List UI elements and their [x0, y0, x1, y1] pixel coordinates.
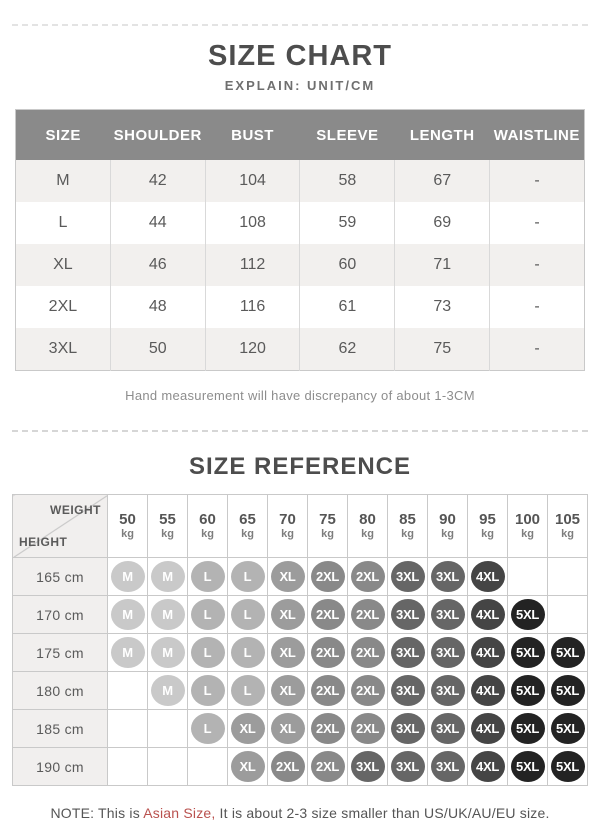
size-badge: 2XL	[311, 751, 345, 782]
weight-value: 70	[279, 511, 296, 528]
size-chart-cell: 62	[300, 328, 395, 371]
matrix-cell	[148, 634, 188, 672]
size-chart-cell: 104	[205, 160, 300, 202]
size-badge: XL	[271, 675, 305, 706]
note-prefix: NOTE: This is	[50, 805, 144, 821]
size-chart-table	[15, 109, 585, 371]
matrix-cell	[148, 558, 188, 596]
weight-column-header	[188, 495, 228, 558]
matrix-cell	[548, 596, 588, 634]
size-chart-table-head	[16, 110, 585, 161]
size-badge: 5XL	[511, 751, 545, 782]
size-reference-row	[13, 596, 588, 634]
matrix-cell	[428, 710, 468, 748]
size-chart-cell: -	[490, 328, 585, 371]
matrix-cell	[148, 672, 188, 710]
size-badge: 3XL	[431, 637, 465, 668]
matrix-cell	[548, 558, 588, 596]
matrix-cell	[388, 558, 428, 596]
size-chart-table-body	[16, 160, 585, 371]
weight-unit: kg	[521, 528, 534, 540]
matrix-cell	[508, 634, 548, 672]
size-badge: M	[111, 637, 145, 668]
size-chart-header-row	[16, 110, 585, 161]
size-chart-cell: 108	[205, 202, 300, 244]
size-badge: L	[231, 637, 265, 668]
size-badge: L	[191, 675, 225, 706]
size-chart-row	[16, 328, 585, 371]
matrix-cell	[188, 634, 228, 672]
matrix-cell	[348, 558, 388, 596]
size-badge: XL	[231, 713, 265, 744]
matrix-cell	[148, 748, 188, 786]
matrix-cell	[508, 748, 548, 786]
size-chart-cell: 48	[110, 286, 205, 328]
size-badge: 3XL	[431, 751, 465, 782]
weight-value: 85	[399, 511, 416, 528]
size-badge: 2XL	[311, 599, 345, 630]
size-reference-header-row	[13, 495, 588, 558]
size-badge: L	[191, 637, 225, 668]
size-badge: 3XL	[391, 637, 425, 668]
size-chart-row	[16, 202, 585, 244]
matrix-cell	[508, 558, 548, 596]
size-reference-row	[13, 672, 588, 710]
weight-unit: kg	[121, 528, 134, 540]
size-badge: 5XL	[511, 675, 545, 706]
size-badge: L	[191, 713, 225, 744]
matrix-cell	[188, 672, 228, 710]
note-highlight: Asian Size,	[143, 805, 216, 821]
size-chart-cell: 69	[395, 202, 490, 244]
weight-value: 105	[554, 511, 581, 528]
size-badge: 3XL	[431, 599, 465, 630]
size-badge: XL	[271, 713, 305, 744]
size-badge: L	[191, 561, 225, 592]
weight-column-header	[468, 495, 508, 558]
matrix-cell	[188, 596, 228, 634]
size-chart-cell: 42	[110, 160, 205, 202]
weight-value: 100	[514, 511, 541, 528]
size-badge: 5XL	[551, 637, 585, 668]
size-badge: 2XL	[271, 751, 305, 782]
height-row-label: 175 cm	[13, 634, 108, 672]
size-chart-cell: 60	[300, 244, 395, 286]
size-badge: 2XL	[311, 561, 345, 592]
size-badge: 2XL	[351, 599, 385, 630]
weight-unit: kg	[201, 528, 214, 540]
note-suffix: It is about 2-3 size smaller than US/UK/AU/EU size.	[215, 805, 550, 821]
matrix-cell	[428, 558, 468, 596]
matrix-cell	[388, 748, 428, 786]
size-chart-row	[16, 160, 585, 202]
size-reference-table-body	[13, 558, 588, 786]
matrix-cell	[268, 558, 308, 596]
size-chart-cell: 73	[395, 286, 490, 328]
size-reference-title: SIZE REFERENCE	[188, 453, 412, 480]
matrix-cell	[308, 596, 348, 634]
corner-weight-label: WEIGHT	[50, 503, 101, 517]
matrix-cell	[108, 748, 148, 786]
size-chart-cell: -	[490, 160, 585, 202]
size-chart-cell: M	[56, 172, 70, 189]
matrix-cell	[268, 710, 308, 748]
weight-unit: kg	[561, 528, 574, 540]
matrix-cell	[548, 672, 588, 710]
matrix-cell	[548, 710, 588, 748]
weight-unit: kg	[481, 528, 494, 540]
size-badge: 4XL	[471, 751, 505, 782]
matrix-cell	[308, 634, 348, 672]
size-chart-cell: L	[58, 214, 68, 231]
size-badge: XL	[271, 561, 305, 592]
size-chart-cell: 3XL	[48, 340, 78, 357]
size-chart-row	[16, 286, 585, 328]
weight-unit: kg	[441, 528, 454, 540]
top-dashed-divider	[12, 24, 588, 26]
matrix-cell	[348, 748, 388, 786]
matrix-cell	[108, 634, 148, 672]
size-badge: M	[151, 675, 185, 706]
matrix-cell	[148, 596, 188, 634]
size-chart-page	[0, 24, 600, 829]
height-row-label: 165 cm	[13, 558, 108, 596]
size-chart-cell: 116	[205, 286, 300, 328]
matrix-cell	[108, 710, 148, 748]
size-badge: 4XL	[471, 713, 505, 744]
size-reference-row	[13, 558, 588, 596]
page-subtitle: EXPLAIN: UNIT/CM	[224, 78, 376, 93]
matrix-cell	[468, 672, 508, 710]
size-badge: L	[231, 561, 265, 592]
size-badge: 2XL	[351, 561, 385, 592]
matrix-cell	[188, 710, 228, 748]
size-badge: 2XL	[311, 637, 345, 668]
size-chart-cell: 59	[300, 202, 395, 244]
matrix-cell	[508, 710, 548, 748]
matrix-cell	[228, 672, 268, 710]
size-badge: 5XL	[551, 751, 585, 782]
matrix-cell	[228, 596, 268, 634]
size-chart-cell: 112	[205, 244, 300, 286]
size-badge: 3XL	[351, 751, 385, 782]
size-chart-cell: -	[490, 202, 585, 244]
matrix-cell	[268, 672, 308, 710]
matrix-cell	[388, 596, 428, 634]
size-badge: 4XL	[471, 561, 505, 592]
matrix-cell	[228, 748, 268, 786]
size-badge: 3XL	[391, 675, 425, 706]
weight-column-header	[548, 495, 588, 558]
size-badge: XL	[271, 599, 305, 630]
weight-unit: kg	[361, 528, 374, 540]
size-chart-cell: 50	[110, 328, 205, 371]
matrix-cell	[308, 672, 348, 710]
size-chart-column-header: SLEEVE	[300, 110, 395, 161]
size-badge: 4XL	[471, 599, 505, 630]
size-chart-cell: 75	[395, 328, 490, 371]
size-chart-cell: 2XL	[48, 298, 78, 315]
size-chart-column-header: BUST	[205, 110, 300, 161]
size-badge: 4XL	[471, 675, 505, 706]
matrix-cell	[148, 710, 188, 748]
matrix-cell	[548, 748, 588, 786]
size-chart-column-header: SIZE	[16, 110, 111, 161]
matrix-cell	[468, 558, 508, 596]
matrix-cell	[388, 710, 428, 748]
size-badge: M	[111, 599, 145, 630]
weight-value: 75	[319, 511, 336, 528]
size-chart-column-header: SHOULDER	[110, 110, 205, 161]
matrix-cell	[388, 634, 428, 672]
size-badge: 3XL	[431, 675, 465, 706]
size-chart-cell: 120	[205, 328, 300, 371]
size-badge: 2XL	[311, 713, 345, 744]
weight-value: 80	[359, 511, 376, 528]
size-chart-column-header: LENGTH	[395, 110, 490, 161]
matrix-cell	[428, 672, 468, 710]
size-chart-cell: 44	[110, 202, 205, 244]
size-reference-row	[13, 634, 588, 672]
size-reference-row	[13, 748, 588, 786]
size-badge: 5XL	[551, 713, 585, 744]
weight-unit: kg	[281, 528, 294, 540]
weight-column-header	[348, 495, 388, 558]
matrix-cell	[108, 672, 148, 710]
size-badge: 4XL	[471, 637, 505, 668]
section-dashed-divider	[12, 430, 588, 432]
size-chart-cell: 67	[395, 160, 490, 202]
size-badge: XL	[231, 751, 265, 782]
matrix-cell	[268, 596, 308, 634]
weight-value: 95	[479, 511, 496, 528]
weight-column-header	[228, 495, 268, 558]
weight-column-header	[108, 495, 148, 558]
matrix-cell	[188, 558, 228, 596]
matrix-cell	[348, 710, 388, 748]
size-badge: M	[151, 599, 185, 630]
height-row-label: 185 cm	[13, 710, 108, 748]
matrix-cell	[468, 596, 508, 634]
weight-unit: kg	[161, 528, 174, 540]
size-reference-table-head	[13, 495, 588, 558]
matrix-cell	[428, 748, 468, 786]
weight-column-header	[428, 495, 468, 558]
size-badge: 3XL	[391, 713, 425, 744]
size-chart-cell: 46	[110, 244, 205, 286]
size-badge: 2XL	[351, 637, 385, 668]
weight-column-header	[308, 495, 348, 558]
size-badge: 3XL	[431, 713, 465, 744]
size-chart-cell: -	[490, 244, 585, 286]
size-badge: 5XL	[551, 675, 585, 706]
size-badge: XL	[271, 637, 305, 668]
size-chart-cell: 61	[300, 286, 395, 328]
size-badge: M	[151, 637, 185, 668]
matrix-cell	[268, 748, 308, 786]
weight-value: 65	[239, 511, 256, 528]
size-chart-cell: -	[490, 286, 585, 328]
weight-column-header	[508, 495, 548, 558]
matrix-cell	[468, 748, 508, 786]
size-chart-column-header: WAISTLINE	[490, 110, 585, 161]
weight-value: 50	[119, 511, 136, 528]
height-row-label: 170 cm	[13, 596, 108, 634]
weight-unit: kg	[401, 528, 414, 540]
matrix-cell	[348, 596, 388, 634]
matrix-cell	[508, 596, 548, 634]
matrix-cell	[308, 558, 348, 596]
matrix-cell	[228, 558, 268, 596]
matrix-cell	[508, 672, 548, 710]
matrix-cell	[308, 710, 348, 748]
weight-value: 60	[199, 511, 216, 528]
size-chart-cell: XL	[53, 256, 73, 273]
size-badge: 2XL	[351, 713, 385, 744]
matrix-cell	[468, 634, 508, 672]
matrix-cell	[268, 634, 308, 672]
size-chart-cell: 58	[300, 160, 395, 202]
size-badge: 3XL	[391, 599, 425, 630]
matrix-cell	[308, 748, 348, 786]
size-badge: L	[231, 599, 265, 630]
size-reference-row	[13, 710, 588, 748]
weight-value: 90	[439, 511, 456, 528]
weight-unit: kg	[321, 528, 334, 540]
size-badge: 3XL	[391, 751, 425, 782]
size-badge: M	[111, 561, 145, 592]
size-reference-table	[12, 494, 588, 786]
size-badge: 2XL	[351, 675, 385, 706]
matrix-cell	[108, 596, 148, 634]
size-badge: M	[151, 561, 185, 592]
size-badge: 2XL	[311, 675, 345, 706]
size-badge: L	[231, 675, 265, 706]
measurement-note: Hand measurement will have discrepancy of about 1-3CM	[125, 388, 475, 403]
matrix-cell	[188, 748, 228, 786]
weight-value: 55	[159, 511, 176, 528]
weight-column-header	[148, 495, 188, 558]
weight-column-header	[268, 495, 308, 558]
weight-column-header	[388, 495, 428, 558]
size-badge: 5XL	[511, 599, 545, 630]
size-badge: 5XL	[511, 713, 545, 744]
size-badge: L	[191, 599, 225, 630]
matrix-cell	[388, 672, 428, 710]
matrix-cell	[108, 558, 148, 596]
weight-height-corner-cell	[13, 495, 108, 558]
matrix-cell	[428, 634, 468, 672]
page-title: SIZE CHART	[208, 40, 392, 72]
size-chart-cell: 71	[395, 244, 490, 286]
size-badge: 5XL	[511, 637, 545, 668]
asian-size-note	[0, 805, 600, 821]
size-badge: 3XL	[431, 561, 465, 592]
matrix-cell	[228, 710, 268, 748]
matrix-cell	[348, 672, 388, 710]
corner-height-label: HEIGHT	[19, 535, 68, 549]
size-badge: 3XL	[391, 561, 425, 592]
size-chart-row	[16, 244, 585, 286]
matrix-cell	[228, 634, 268, 672]
height-row-label: 190 cm	[13, 748, 108, 786]
weight-unit: kg	[241, 528, 254, 540]
matrix-cell	[348, 634, 388, 672]
matrix-cell	[468, 710, 508, 748]
height-row-label: 180 cm	[13, 672, 108, 710]
matrix-cell	[548, 634, 588, 672]
matrix-cell	[428, 596, 468, 634]
